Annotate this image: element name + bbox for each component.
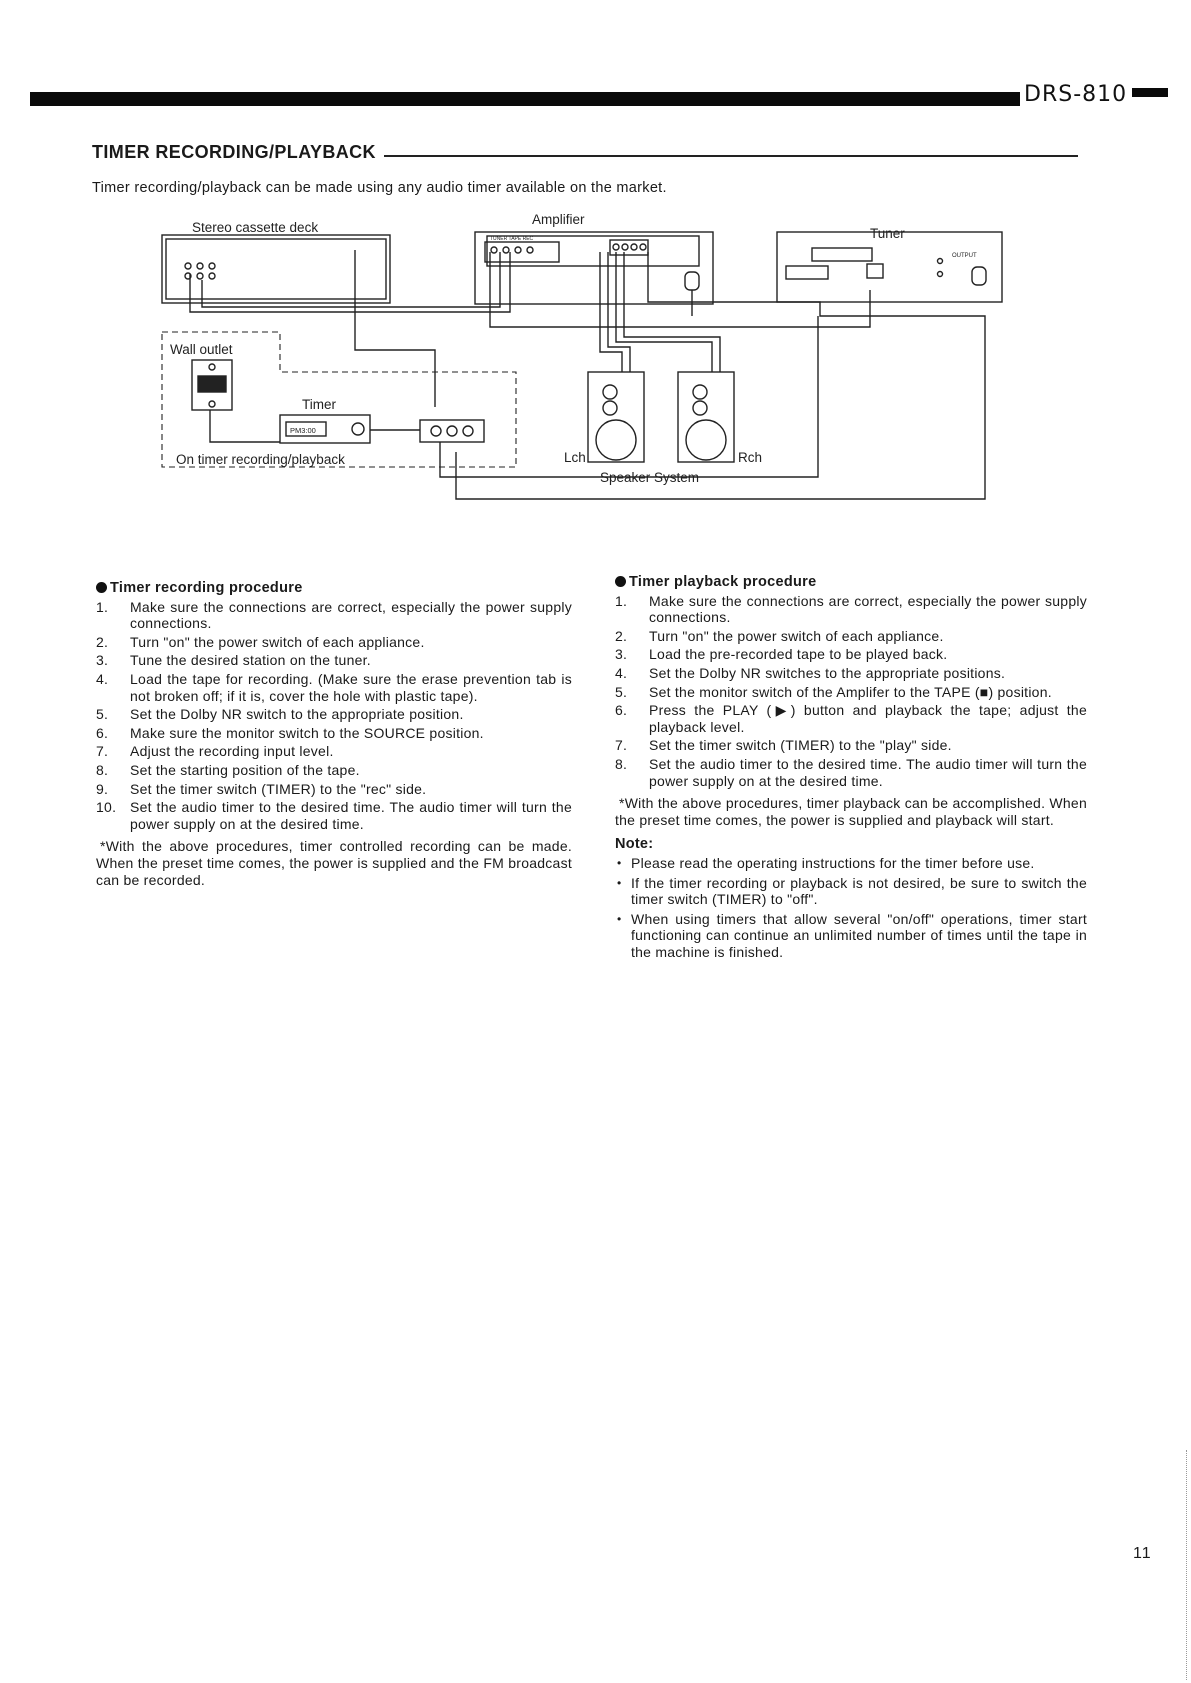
notes-list: [615, 855, 1087, 961]
cassette-deck-unit: [162, 235, 390, 303]
left-speaker: [588, 372, 644, 462]
list-item: 5. Set the monitor switch of the Amplifer to the TAPE (■) position.: [615, 683, 1052, 700]
wall-outlet-label: Wall outlet: [170, 342, 233, 357]
on-timer-label: On timer recording/playback: [176, 452, 345, 467]
list-item: 4. Set the Dolby NR switches to the appropriate positions.: [615, 664, 1006, 681]
playback-note: *With the above procedures, timer playback can be accomplished. When the preset time comes, the power is supplied and playback will start.: [615, 795, 1087, 828]
list-item: 8. Set the audio timer to the desired time. The audio timer will turn the power supply on at the desired time.: [615, 755, 1087, 789]
lch-label: Lch: [564, 450, 586, 465]
list-item: 3. Load the pre-recorded tape to be played back.: [615, 646, 948, 663]
section-title: TIMER RECORDING/PLAYBACK: [92, 142, 376, 162]
list-item: 3. Tune the desired station on the tuner.: [96, 652, 371, 669]
page-edge: [1186, 1450, 1188, 1680]
recording-note: *With the above procedures, timer controlled recording can be made. When the preset time comes, the power is supplied and the FM broadcast can be recorded.: [96, 838, 572, 888]
list-item: 2. Turn "on" the power switch of each appliance.: [96, 633, 425, 650]
cassette-deck-label: Stereo cassette deck: [192, 220, 319, 235]
speaker-system-label: Speaker System: [600, 470, 700, 485]
list-item: 4. Load the tape for recording. (Make sure the erase prevention tab is not broken off; if it is, cover the hole with plastic tape).: [96, 670, 572, 704]
list-item: 7. Set the timer switch (TIMER) to the "play" side.: [615, 737, 952, 754]
title-rule: [384, 155, 1078, 157]
section-intro: Timer recording/playback can be made using any audio timer available on the market.: [92, 180, 667, 196]
amp-panel-label: TUNER TAPE REC: [490, 236, 534, 242]
list-item: • If the timer recording or playback is not desired, be sure to switch the timer switch (TIMER) to "off".: [615, 875, 1087, 908]
timer-label: Timer: [302, 397, 336, 412]
note-label: Note:: [615, 836, 654, 853]
list-item: 2. Turn "on" the power switch of each appliance.: [615, 627, 944, 644]
list-item: 6. Make sure the monitor switch to the SOURCE position.: [96, 724, 484, 741]
list-item: 7. Adjust the recording input level.: [96, 743, 334, 760]
tuner-unit: [777, 232, 1002, 302]
timer-display: PM3:00: [290, 426, 316, 435]
tuner-label: Tuner: [870, 226, 905, 241]
playback-heading: Timer playback procedure: [615, 574, 1087, 591]
playback-steps: [615, 593, 1087, 790]
list-item: 8. Set the starting position of the tape.: [96, 761, 360, 778]
recording-procedure: [96, 580, 572, 888]
list-item: • When using timers that allow several "on/off" operations, timer start functioning can continue an unlimited number of times until the tape in the machine is finished.: [615, 911, 1087, 961]
power-strip: [420, 420, 484, 442]
page-number: 11: [1133, 1545, 1152, 1562]
header-bar-end: [1132, 88, 1168, 97]
list-item: 1. Make sure the connections are correct, especially the power supply connections.: [615, 592, 1087, 626]
bullet-icon: [96, 582, 107, 593]
bullet-icon: [615, 576, 626, 587]
model-number: DRS-810: [1024, 82, 1128, 107]
connection-diagram: [150, 212, 1050, 542]
header-bar: [30, 92, 1020, 106]
tuner-output-label: OUTPUT: [952, 253, 977, 259]
recording-steps: [96, 599, 572, 833]
list-item: 1. Make sure the connections are correct, especially the power supply connections.: [96, 598, 572, 632]
right-speaker: [678, 372, 734, 462]
playback-procedure: [615, 574, 1087, 963]
list-item: 6. Press the PLAY (▶) button and playback the tape; adjust the playback level.: [615, 702, 1087, 735]
list-item: 5. Set the Dolby NR switch to the appropriate position.: [96, 706, 464, 723]
list-item: 10. Set the audio timer to the desired time. The audio timer will turn the power supply on at the desired time.: [96, 799, 572, 832]
recording-heading: Timer recording procedure: [96, 580, 572, 597]
amplifier-label: Amplifier: [532, 212, 585, 227]
rch-label: Rch: [738, 450, 763, 465]
list-item: 9. Set the timer switch (TIMER) to the "rec" side.: [96, 780, 427, 797]
list-item: • Please read the operating instructions for the timer before use.: [615, 855, 1087, 872]
